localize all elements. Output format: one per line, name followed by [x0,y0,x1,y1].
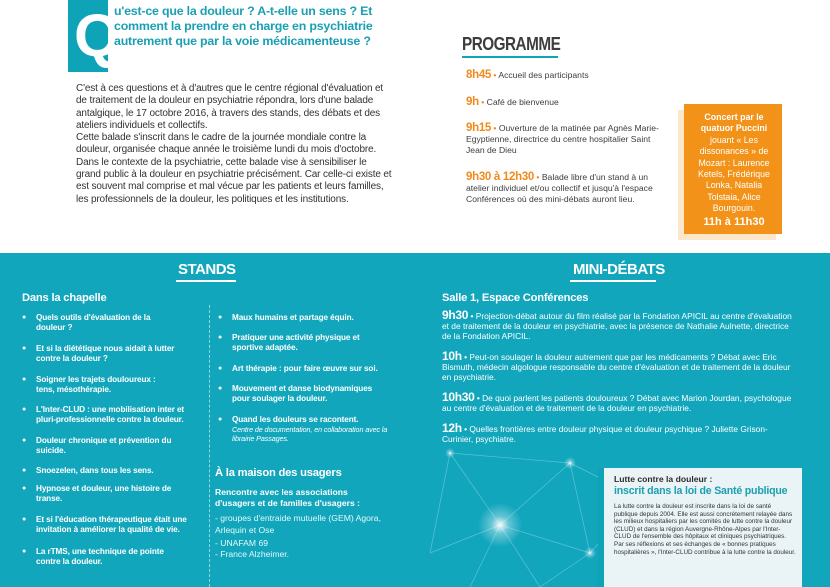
concert-text [694,112,774,228]
q-letter: Q [74,2,121,69]
programme-time: 8h45 [466,69,492,81]
bullet-icon: • [481,97,485,107]
programme-time: 9h30 à 12h30 [466,171,535,183]
concert-description: jouant « Les dissonances » de Mozart : Laurence Ketels, Frédérique Lonka, Natalia Tolstaia, Alice Bourgouin. [698,134,770,214]
concert-box [684,104,782,234]
list-item: ● L'Inter-CLUD : une mobilisation inter et pluri-professionnelle contre la douleur. [22,405,200,425]
debat-time: 10h30 [442,390,475,404]
intro-text [76,83,394,206]
list-item: ● Soigner les trajets douloureux : tens, mésothérapie. [22,375,172,395]
mini-debats-title: MINI-DÉBATS [573,261,665,278]
programme-title: PROGRAMME [462,34,561,54]
programme-time: 9h [466,96,479,108]
programme-text: Balade libre d'un stand à un atelier individuel et/ou collectif et jusqu'à l'espace Conférences où des mini-débats auront lieu. [466,172,653,204]
mini-debats-underline [570,280,656,282]
list-item: ● Mouvement et danse biodynamiques pour soulager la douleur. [218,384,378,404]
debat-item [442,310,798,341]
lutte-title: Lutte contre la douleur : [614,474,713,484]
programme-text: Café de bienvenue [486,97,559,107]
programme-text: Accueil des participants [498,70,589,80]
programme-text: Ouverture de la matinée par Agnès Marie-Egyptienne, directrice du centre hospitalier Saint Jean de Dieu [466,123,659,155]
bullet-icon: • [536,172,540,182]
lutte-info-box [598,468,802,587]
list-item-sub: Centre de documentation, en collaboration avec la librairie Passages. [232,425,388,444]
lutte-subtitle: inscrit dans la loi de Santé publique [614,485,788,497]
programme-item [466,97,676,108]
intro-paragraph-3: Dans le contexte de la psychiatrie, cette balade vise à sensibiliser le grand public à la douleur en psychiatrie précisément. Car celle-ci existe et est souvent mal comprise et mal vécue par les patients et leurs familles, les professionnels de la douleur, les politiques et les institutions. [76,156,392,205]
usagers-item: - groupes d'entraide mutuelle (GEM) Agora, Arlequin et Ose [215,513,381,535]
list-item: ● Douleur chronique et prévention du suicide. [22,436,182,456]
stands-column-divider [209,305,210,587]
intro-paragraph-2: Cette balade s'inscrit dans le cadre de la journée mondiale contre la douleur, organisée chaque année le troisième lundi du mois d'octobre. [76,132,377,156]
programme-item [466,172,666,205]
debat-text: Peut-on soulager la douleur autrement que par les médicaments ? Débat avec Eric Bismuth, médecin algologue responsable du centre d'évaluation et de traitement de la douleur en psychiatrie. [442,352,791,382]
debat-item [442,392,798,413]
concert-time: 11h à 11h30 [703,215,765,228]
list-item: ● Art thérapie : pour faire œuvre sur soi. [218,364,398,374]
chapelle-heading: Dans la chapelle [22,292,107,304]
list-item: ● Maux humains et partage équin. [218,313,398,323]
salle-heading: Salle 1, Espace Conférences [442,292,589,304]
debat-text: Projection-débat autour du film réalisé par la Fondation APICIL au centre d'évaluation et de traitement de la douleur en psychiatrie, avec la présence de Nathalie Aulnette, directrice de la Fondation APICIL. [442,311,792,341]
list-item: ● Quels outils d'évaluation de la douleur ? [22,313,162,333]
stands-underline [176,280,236,282]
bullet-icon: • [493,70,497,80]
bullet-icon: • [493,123,497,133]
list-item: ● Et si l'éducation thérapeutique était une invitation à améliorer la qualité de vie. [22,515,200,535]
list-item: ● Hypnose et douleur, une histoire de transe. [22,484,182,504]
concert-title: Concert par le quatuor Puccini [700,112,768,134]
list-item: ● La rTMS, une technique de pointe contre la douleur. [22,547,182,567]
programme-underline [462,56,558,58]
lutte-accent-bar [598,468,604,587]
debat-time: 9h30 [442,308,469,322]
usagers-text [215,487,385,560]
programme-time: 9h15 [466,122,492,134]
usagers-heading: À la maison des usagers [215,467,342,479]
bullet-icon: • [464,352,470,362]
list-item-label: Quand les douleurs se racontent. [232,415,359,424]
debat-text: De quoi parlent les patients douloureux ? Débat avec Marion Jourdan, psychologue au centre d'évaluation et de traitement de la douleur en psychiatrie. [442,393,792,413]
bullet-icon: • [476,393,483,403]
lutte-body: La lutte contre la douleur est inscrite dans la loi de santé publique depuis 2004. Elle est aussi concrètement relayée dans les milieux hospitaliers par les comités de lutte contre la douleur (CLUD) et dans la région Auvergne-Rhône-Alpes par l'Inter-CLUD de l'ensemble des hôpitaux et cliniques psychiatriques. Par ses réflexions et ses échanges de « bonnes pratiques hospitalières », l'Inter-CLUD contribue à la lutte contre la douleur. [614,503,796,556]
usagers-intro: Rencontre avec les associations d'usagers et de familles d'usagers : [215,487,360,509]
debat-time: 12h [442,421,462,435]
bullet-icon: • [470,311,476,321]
debat-item [442,423,798,444]
programme-item [466,70,676,81]
list-item: ● Snoezelen, dans tous les sens. [22,466,200,476]
usagers-item: - France Alzheimer. [215,549,290,560]
programme-item [466,123,666,156]
stands-title: STANDS [178,261,236,278]
debat-item [442,351,798,382]
list-item [218,415,388,443]
usagers-item: - UNAFAM 69 [215,537,269,548]
debat-time: 10h [442,349,462,363]
list-item: ● Et si la diététique nous aidait à lutter contre la douleur ? [22,344,200,364]
debat-text: Quelles frontières entre douleur physique et douleur psychique ? Juliette Grison-Curinier, psychiatre. [442,424,768,444]
bullet-icon: • [464,424,470,434]
intro-title: u'est-ce que la douleur ? A-t-elle un sens ? Et comment la prendre en charge en psychiatrie autrement que par la voie médicamenteuse ? [114,4,373,48]
list-item: ● Pratiquer une activité physique et sportive adaptée. [218,333,368,353]
intro-paragraph-1: C'est à ces questions et à d'autres que le centre régional d'évaluation et de traitement de la douleur en psychiatrie répondra, lors d'une balade antalgique, le 17 octobre 2016, à travers des stands, des débats et des ateliers individuels et collectifs. [76,83,384,131]
